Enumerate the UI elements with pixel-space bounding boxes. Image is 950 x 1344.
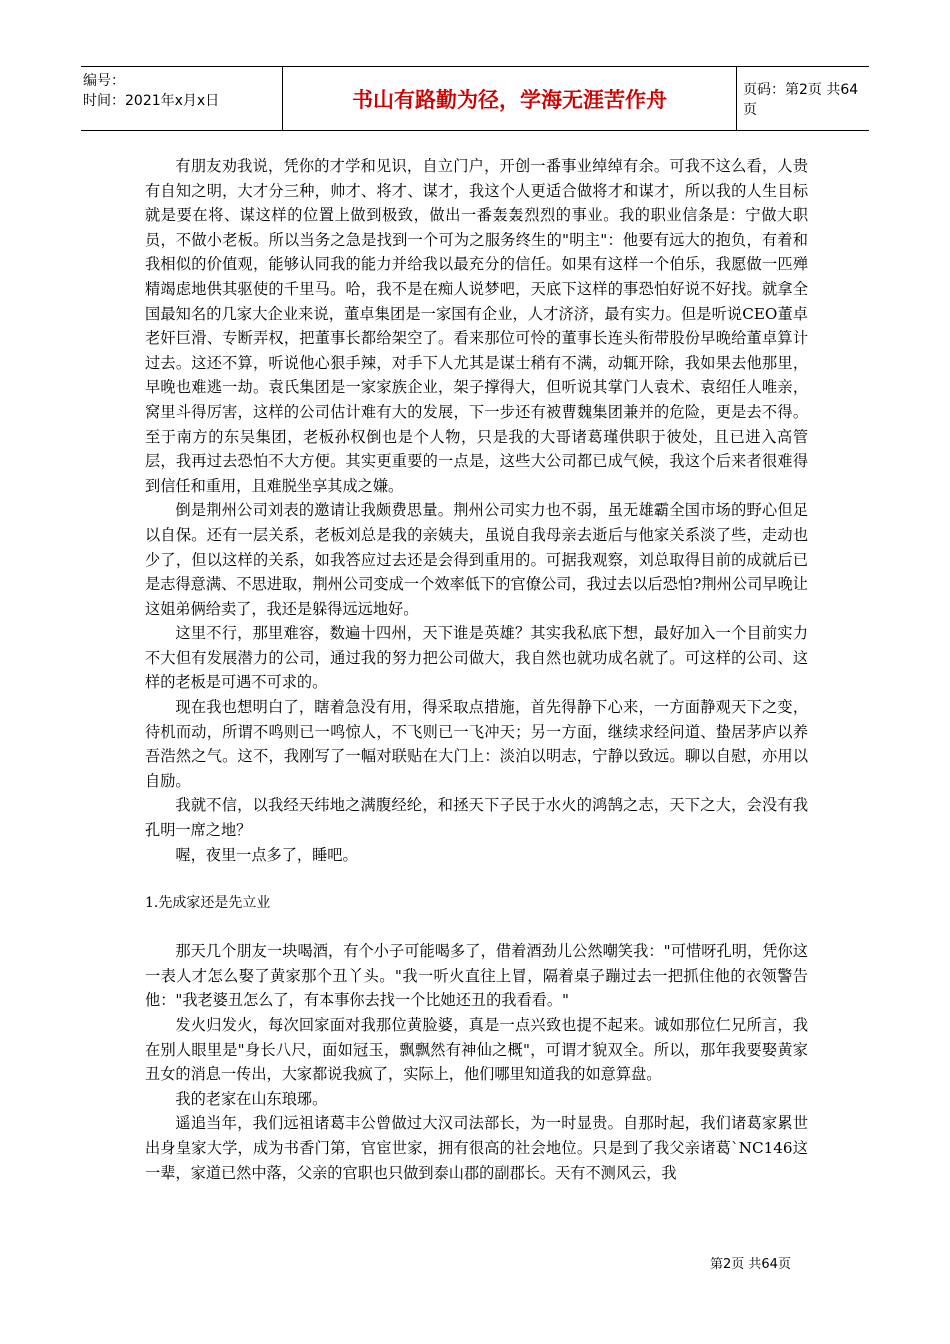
paragraph: 倒是荆州公司刘表的邀请让我颇费思量。荆州公司实力也不弱，虽无雄霸全国市场的野心但足以自保。还有一层关系，老板刘总是我的亲姨夫，虽说自我母亲去逝后与他家关系淡了些，走动也少了，但以这样的关系，如我答应过去还是会得到重用的。可据我观察，刘总取得目前的成就后已是志得意满、不思进取，荆州公司变成一个效率低下的官僚公司，我过去以后恐怕?荆州公司早晚让这姐弟俩给卖了，我还是躲得远远地好。: [145, 501, 808, 618]
spacer: [145, 867, 808, 891]
paragraph: 发火归发火，每次回家面对我那位黄脸婆，真是一点兴致也提不起来。诚如那位仁兄所言，我在别人眼里是"身长八尺，面如冠玉，飘飘然有神仙之概"，可谓才貌双全。所以，那年我要娶黄家丑女的消息一传出，大家都说我疯了，实际上，他们哪里知道我的如意算盘。: [145, 1016, 808, 1084]
paragraph: 现在我也想明白了，瞎着急没有用，得采取点措施，首先得静下心来，一方面静观天下之变，待机而动，所谓不鸣则已一鸣惊人，不飞则已一飞冲天；另一方面，继续求经问道、蛰居茅庐以养吾浩然之气。这不，我刚写了一幅对联贴在大门上：淡泊以明志，宁静以致远。聊以自慰，亦用以自励。: [145, 698, 808, 790]
document-number-label: 编号：: [83, 73, 125, 89]
header-meta: [83, 71, 283, 111]
page-header: [81, 66, 869, 131]
paragraph: 这里不行，那里难容，数遍十四州，天下谁是英雄？其实我私底下想，最好加入一个目前实力不大但有发展潜力的公司，通过我的努力把公司做大，我自然也就功成名就了。可这样的公司、这样的老板是可遇不可求的。: [145, 624, 808, 692]
paragraph: 喔，夜里一点多了，睡吧。: [175, 845, 358, 864]
header-motto: 书山有路勤为径，学海无涯苦作舟: [282, 67, 737, 130]
header-page-number: 页码：第2页 共64页: [743, 81, 859, 118]
section-heading: 1.先成家还是先立业: [145, 895, 271, 912]
page-footer: 第2页 共64页: [710, 1257, 791, 1272]
document-body: [145, 154, 808, 1185]
spacer: [145, 915, 808, 939]
paragraph: 那天几个朋友一块喝酒，有个小子可能喝多了，借着酒劲儿公然嘲笑我："可惜呀孔明，凭你这一表人才怎么娶了黄家那个丑丫头。"我一听火直往上冒，隔着桌子蹦过去一把抓住他的衣领警告他："我老婆丑怎么了，有本事你去找一个比她还丑的我看看。": [145, 942, 808, 1010]
paragraph: 有朋友劝我说，凭你的才学和见识，自立门户，开创一番事业绰绰有余。可我不这么看，人贵有自知之明，大才分三种，帅才、将才、谋才，我这个人更适合做将才和谋才，所以我的人生目标就是要在将、谋这样的位置上做到极致，做出一番轰轰烈烈的事业。我的职业信条是：宁做大职员，不做小老板。所以当务之急是找到一个可为之服务终生的"明主"：他要有远大的抱负，有着和我相似的价值观，能够认同我的能力并给我以最充分的信任。如果有这样一个伯乐，我愿做一匹殚精竭虑地供其驱使的千里马。哈，我不是在痴人说梦吧，天底下这样的事恐怕好说不好找。就拿全国最知名的几家大企业来说，董卓集团是一家国有企业，人才济济，最有实力。但是听说CEO董卓老奸巨滑、专断弄权，把董事长都给架空了。看来那位可怜的董事长连头衔带股份早晚给董卓算计过去。这还不算，听说他心狠手辣，对手下人尤其是谋士稍有不满，动辄开除，我如果去他那里，早晚也难逃一劫。袁氏集团是一家家族企业，架子撑得大，但听说其掌门人袁术、袁绍任人唯亲，窝里斗得厉害，这样的公司估计难有大的发展，下一步还有被曹魏集团兼并的危险，更是去不得。至于南方的东吴集团，老板孙权倒也是个人物，只是我的大哥诸葛瑾供职于彼处，且已进入高管层，我再过去恐怕不大方便。其实更重要的一点是，这些大公司都已成气候，我这个后来者很难得到信任和重用，且难脱坐享其成之嫌。: [145, 157, 808, 495]
paragraph: 我的老家在山东琅琊。: [175, 1089, 328, 1108]
paragraph: 遥追当年，我们远祖诸葛丰公曾做过大汉司法部长，为一时显贵。自那时起，我们诸葛家累世出身皇家大学，成为书香门第，官宦世家，拥有很高的社会地位。只是到了我父亲诸葛`NC146这一辈，家道已然中落，父亲的官职也只做到泰山郡的副郡长。天有不测风云，我: [145, 1114, 808, 1182]
paragraph: 我就不信，以我经天纬地之满腹经纶，和拯天下子民于水火的鸿鹄之志，天下之大，会没有我孔明一席之地？: [145, 796, 808, 840]
document-time-label: 时间：2021年x月x日: [83, 93, 220, 109]
